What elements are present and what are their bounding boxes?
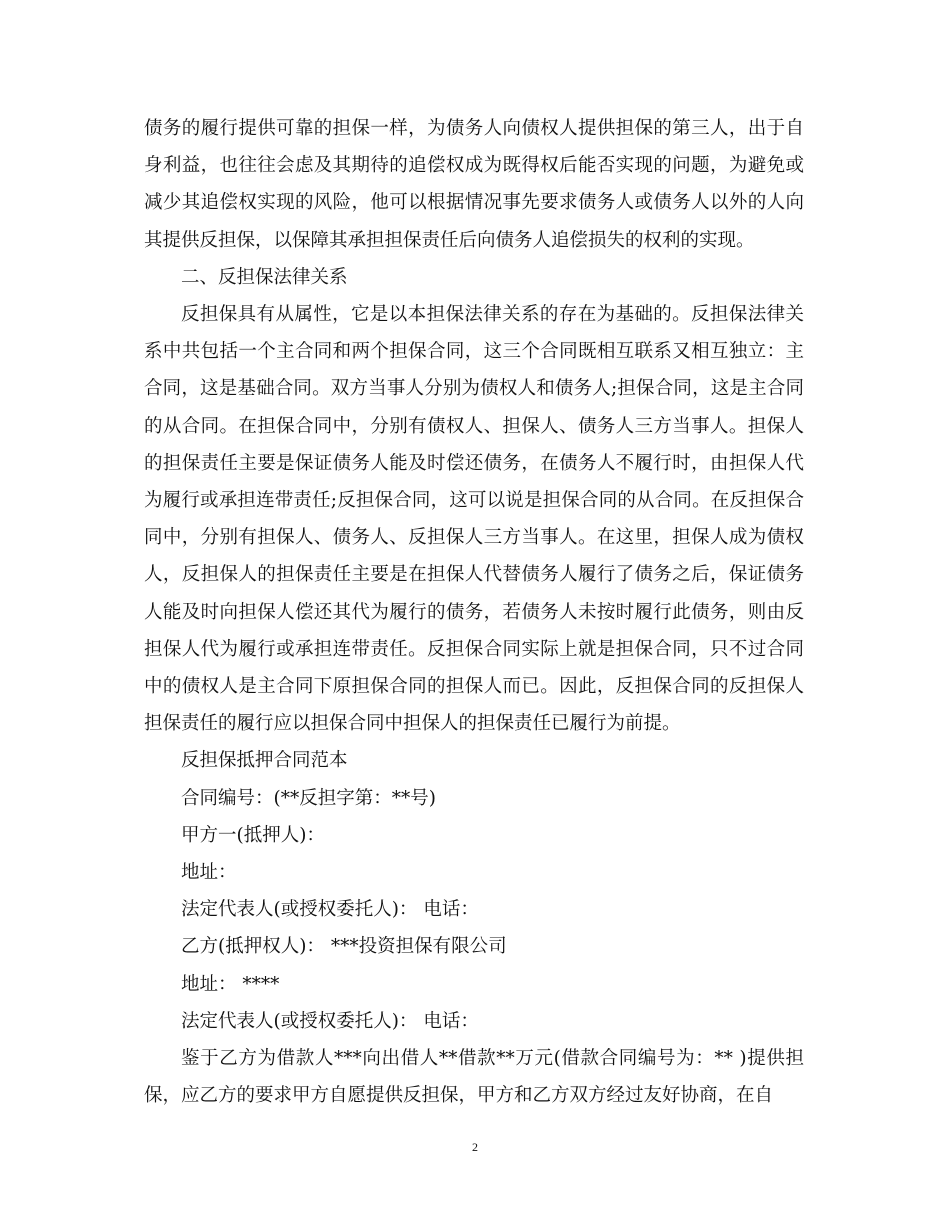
party-a-representative-line: 法定代表人(或授权委托人)： 电话： <box>181 899 479 921</box>
page-number: 2 <box>472 1140 478 1154</box>
contract-template-title: 反担保抵押合同范本 <box>181 750 348 772</box>
section-heading-counter-guarantee-relationship: 二、反担保法律关系 <box>181 266 348 288</box>
paragraph-intro-continuation: 债务的履行提供可靠的担保一样，为债务人向债权人提供担保的第三人，出于自身利益，也往往会虑及其期待的追偿权成为既得权后能否实现的问题，为避免或减少其追偿权实现的风险，他可以根据情况事先要求债务人或债务人以外的人向其提供反担保，以保障其承担担保责任后向债务人追偿损失的权利的实现。 <box>144 118 804 251</box>
contract-number-line: 合同编号：(**反担字第：**号) <box>181 787 436 809</box>
paragraph-recital: 鉴于乙方为借款人***向出借人**借款**万元(借款合同编号为：** )提供担保，应乙方的要求甲方自愿提供反担保，甲方和乙方双方经过友好协商，在自 <box>144 1048 804 1107</box>
paragraph-counter-guarantee-relationship: 反担保具有从属性，它是以本担保法律关系的存在为基础的。反担保法律关系中共包括一个主合同和两个担保合同，这三个合同既相互联系又相互独立：主合同，这是基础合同。双方当事人分别为债权人和债务人;担保合同，这是主合同的从合同。在担保合同中，分别有债权人、担保人、债务人三方当事人。担保人的担保责任主要是保证债务人能及时偿还债务，在债务人不履行时，由担保人代为履行或承担连带责任;反担保合同，这可以说是担保合同的从合同。在反担保合同中，分别有担保人、债务人、反担保人三方当事人。在这里，担保人成为债权人，反担保人的担保责任主要是在担保人代替债务人履行了债务之后，保证债务人能及时向担保人偿还其代为履行的债务，若债务人未按时履行此债务，则由反担保人代为履行或承担连带责任。反担保合同实际上就是担保合同，只不过合同中的债权人是主合同下原担保合同的担保人而已。因此，反担保合同的反担保人担保责任的履行应以担保合同中担保人的担保责任已履行为前提。 <box>144 304 804 735</box>
party-a-address-line: 地址： <box>181 862 237 884</box>
party-b-line: 乙方(抵押权人)： ***投资担保有限公司 <box>181 936 507 958</box>
party-b-representative-line: 法定代表人(或授权委托人)： 电话： <box>181 1010 479 1032</box>
party-a-line: 甲方一(抵押人)： <box>181 824 325 846</box>
document-body <box>144 110 804 1114</box>
party-b-address-line: 地址： **** <box>181 973 280 995</box>
